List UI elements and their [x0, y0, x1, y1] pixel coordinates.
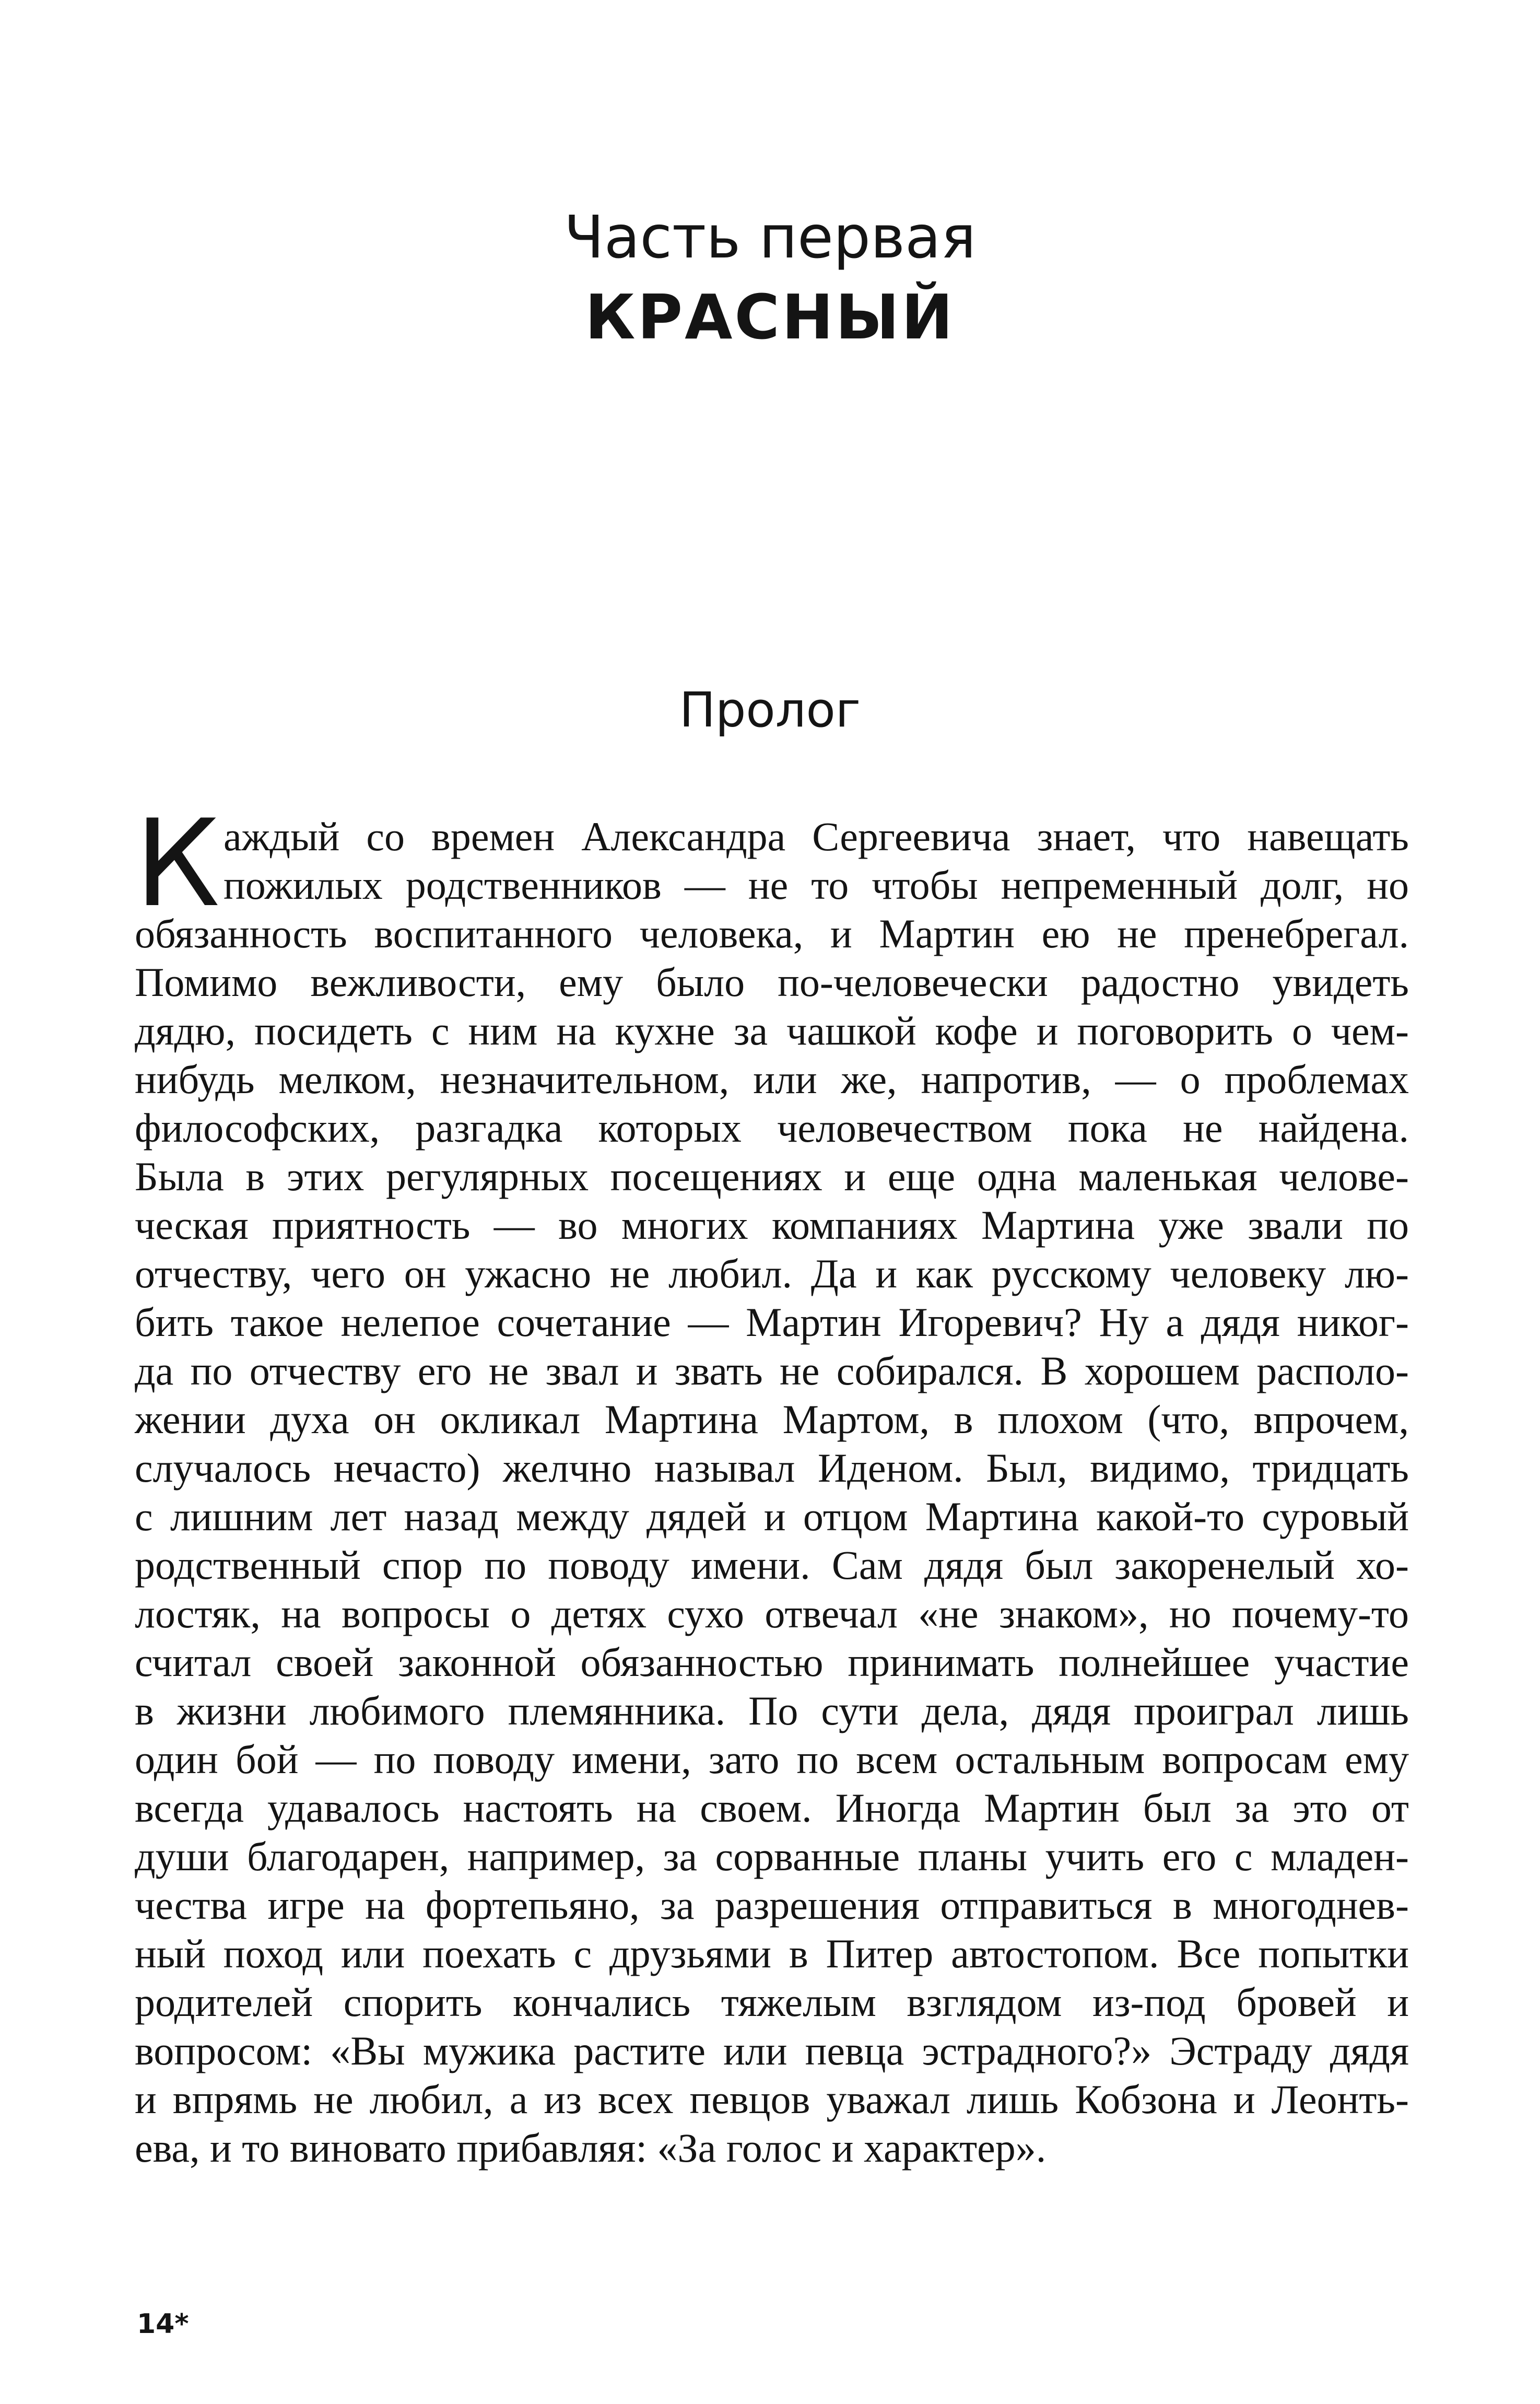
text-line: бить такое нелепое сочетание — Мартин Игоревич? Ну а дядя никог-	[135, 1299, 1409, 1345]
text-line: нибудь мелком, незначительном, или же, напротив, — о проблемах	[135, 1057, 1409, 1102]
page-number: 14*	[137, 2308, 189, 2340]
part-label: Часть первая	[563, 204, 977, 272]
body-text	[135, 794, 1409, 2172]
text-line: родителей спорить кончались тяжелым взглядом из-под бровей и	[135, 1979, 1409, 2025]
text-line: ческая приятность — во многих компаниях Мартина уже звали по	[135, 1202, 1409, 1248]
text-line: и впрямь не любил, а из всех певцов уважал лишь Кобзона и Леонть-	[135, 2077, 1409, 2122]
text-line: пожилых родственников — не то чтобы непременный долг, но	[224, 862, 1409, 908]
text-line: родственный спор по поводу имени. Сам дядя был закоренелый хо-	[135, 1542, 1409, 1588]
text-line: в жизни любимого племянника. По сути дела, дядя проиграл лишь	[135, 1688, 1409, 1733]
text-line: чества игре на фортепьяно, за разрешения отправиться в многоднев-	[135, 1882, 1409, 1928]
text-line: вопросом: «Вы мужика растите или певца эстрадного?» Эстраду дядя	[135, 2028, 1409, 2073]
text-line: считал своей законной обязанностью принимать полнейшее участие	[135, 1639, 1409, 1685]
text-line: один бой — по поводу имени, зато по всем остальным вопросам ему	[135, 1737, 1409, 1782]
text-line: дядю, посидеть с ним на кухне за чашкой кофе и поговорить о чем-	[135, 1008, 1409, 1053]
part-heading	[0, 198, 1540, 358]
text-line: да по отчеству его не звал и звать не собирался. В хорошем располо-	[135, 1348, 1409, 1393]
text-line: Была в этих регулярных посещениях и еще одна маленькая челове-	[135, 1154, 1409, 1199]
text-line: философских, разгадка которых человечеством пока не найдена.	[135, 1105, 1409, 1151]
text-line: лостяк, на вопросы о детях сухо отвечал «не знаком», но почему-то	[135, 1591, 1409, 1636]
text-line: с лишним лет назад между дядей и отцом Мартина какой-то суровый	[135, 1494, 1409, 1539]
text-line: ный поход или поехать с друзьями в Питер автостопом. Все попытки	[135, 1931, 1409, 1976]
text-line: отчеству, чего он ужасно не любил. Да и как русскому человеку лю-	[135, 1251, 1409, 1296]
text-line: души благодарен, например, за сорванные планы учить его с младен-	[135, 1834, 1409, 1879]
drop-cap: К	[135, 794, 220, 934]
text-line: Помимо вежливости, ему было по-человечески радостно увидеть	[135, 959, 1409, 1005]
text-line: всегда удавалось настоять на своем. Иногда Мартин был за это от	[135, 1785, 1409, 1831]
text-line: аждый со времен Александра Сергеевича знает, что навещать	[224, 814, 1409, 859]
text-line: жении духа он окликал Мартина Мартом, в плохом (что, впрочем,	[135, 1397, 1409, 1442]
text-line: ева, и то виновато прибавляя: «За голос и характер».	[135, 2125, 1047, 2171]
chapter-title: Пролог	[679, 682, 861, 738]
part-title: КРАСНЫЙ	[585, 281, 955, 353]
text-line: случалось нечасто) желчно называл Иденом. Был, видимо, тридцать	[135, 1445, 1409, 1491]
text-line: обязанность воспитанного человека, и Мартин ею не пренебрегал.	[135, 911, 1409, 956]
